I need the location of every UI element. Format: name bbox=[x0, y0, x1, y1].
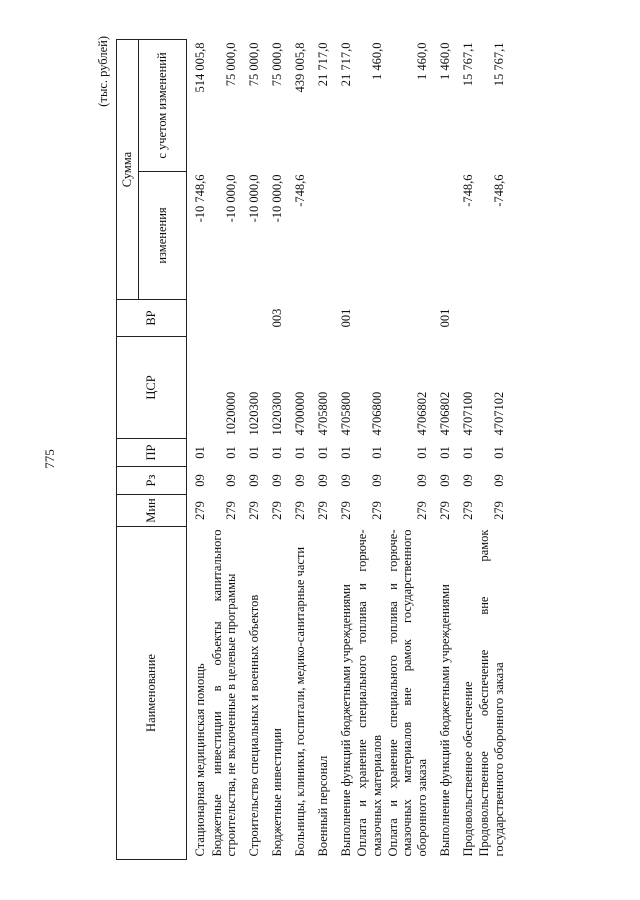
cell-name: Продовольственное обеспечение bbox=[460, 681, 475, 857]
cell-name: Стационарная медицинская помощь bbox=[193, 663, 208, 857]
cell-name: Бюджетные инвестиции bbox=[269, 728, 284, 857]
cell-min: 279 bbox=[437, 501, 452, 520]
cell-change: -10 000,0 bbox=[246, 174, 261, 223]
cell-pr: 01 bbox=[369, 446, 384, 459]
cell-total: 514 005,8 bbox=[193, 42, 208, 93]
table-row bbox=[240, 40, 263, 860]
cell-vr bbox=[309, 300, 332, 337]
cell-csr bbox=[187, 337, 210, 439]
cell-csr: 4705800 bbox=[338, 391, 353, 436]
table-row bbox=[454, 40, 477, 860]
header-with-changes: с учетом изменений bbox=[139, 40, 187, 172]
budget-table bbox=[116, 39, 508, 860]
cell-change: -10 000,0 bbox=[223, 174, 238, 223]
cell-total: 75 000,0 bbox=[223, 42, 238, 87]
cell-csr: 4700000 bbox=[292, 391, 307, 436]
cell-rz: 09 bbox=[491, 474, 506, 487]
cell-total: 75 000,0 bbox=[269, 42, 284, 87]
cell-vr bbox=[355, 300, 386, 337]
cell-vr: 003 bbox=[269, 308, 284, 328]
units-note: (тыс. рублей) bbox=[96, 36, 110, 107]
cell-vr bbox=[286, 300, 309, 337]
table-row bbox=[286, 40, 309, 860]
page-number: 775 bbox=[42, 449, 57, 469]
cell-min: 279 bbox=[338, 501, 353, 520]
header-sum: Сумма bbox=[117, 40, 139, 300]
cell-vr: 001 bbox=[437, 308, 452, 328]
cell-pr: 01 bbox=[338, 446, 353, 459]
cell-csr: 4706800 bbox=[369, 391, 384, 436]
cell-min: 279 bbox=[292, 501, 307, 520]
cell-vr bbox=[477, 300, 508, 337]
cell-name: Военный персонал bbox=[315, 755, 330, 857]
cell-pr: 01 bbox=[437, 446, 452, 459]
cell-total: 439 005,8 bbox=[292, 42, 307, 93]
cell-min: 279 bbox=[193, 501, 208, 520]
cell-rz: 09 bbox=[246, 474, 261, 487]
cell-min: 279 bbox=[315, 501, 330, 520]
cell-name: Больницы, клиники, госпитали, медико-санитарные части bbox=[292, 546, 307, 857]
cell-change bbox=[355, 172, 386, 300]
cell-name: Оплата и хранение специального топлива и горюче-смазочных материалов bbox=[355, 529, 384, 857]
cell-name: Продовольственное обеспечение вне рамок государственного оборонного заказа bbox=[477, 529, 506, 857]
cell-min: 279 bbox=[246, 501, 261, 520]
cell-change bbox=[386, 172, 431, 300]
cell-min: 279 bbox=[269, 501, 284, 520]
cell-vr bbox=[210, 300, 241, 337]
cell-vr bbox=[454, 300, 477, 337]
cell-total: 1 460,0 bbox=[414, 42, 429, 80]
cell-rz: 09 bbox=[315, 474, 330, 487]
cell-total: 15 767,1 bbox=[460, 42, 475, 87]
cell-total: 21 717,0 bbox=[315, 42, 330, 87]
cell-total: 21 717,0 bbox=[338, 42, 353, 87]
cell-csr: 1020300 bbox=[269, 391, 284, 436]
table-row bbox=[263, 40, 286, 860]
cell-rz: 09 bbox=[437, 474, 452, 487]
header-min: Мин bbox=[117, 495, 187, 527]
cell-total: 1 460,0 bbox=[437, 42, 452, 80]
cell-rz: 09 bbox=[269, 474, 284, 487]
table-row bbox=[187, 40, 210, 860]
cell-pr: 01 bbox=[315, 446, 330, 459]
cell-name: Выполнение функций бюджетными учреждениями bbox=[437, 584, 452, 857]
table-row bbox=[332, 40, 355, 860]
cell-rz: 09 bbox=[338, 474, 353, 487]
cell-csr: 1020300 bbox=[246, 391, 261, 436]
table-row bbox=[355, 40, 386, 860]
cell-vr: 001 bbox=[338, 308, 353, 328]
table-row bbox=[210, 40, 241, 860]
cell-vr bbox=[187, 300, 210, 337]
cell-pr: 01 bbox=[414, 446, 429, 459]
cell-change: -10 000,0 bbox=[269, 174, 284, 223]
cell-rz: 09 bbox=[193, 474, 208, 487]
cell-csr: 4706802 bbox=[437, 391, 452, 436]
cell-change bbox=[332, 172, 355, 300]
cell-total: 15 767,1 bbox=[491, 42, 506, 87]
cell-rz: 09 bbox=[369, 474, 384, 487]
cell-name: Оплата и хранение специального топлива и горюче-смазочных материалов вне рамок государственного оборонного заказа bbox=[386, 529, 429, 857]
cell-change: -748,6 bbox=[460, 174, 475, 207]
cell-min: 279 bbox=[414, 501, 429, 520]
cell-pr: 01 bbox=[223, 446, 238, 459]
cell-csr: 4706802 bbox=[414, 391, 429, 436]
cell-vr bbox=[240, 300, 263, 337]
cell-pr: 01 bbox=[292, 446, 307, 459]
rotated-page-content bbox=[96, 36, 620, 860]
cell-change bbox=[309, 172, 332, 300]
cell-total: 75 000,0 bbox=[246, 42, 261, 87]
cell-name: Выполнение функций бюджетными учреждениями bbox=[338, 584, 353, 857]
cell-pr: 01 bbox=[491, 446, 506, 459]
table-row bbox=[477, 40, 508, 860]
cell-csr: 1020000 bbox=[223, 391, 238, 436]
cell-min: 279 bbox=[369, 501, 384, 520]
header-rz: Рз bbox=[117, 467, 187, 495]
cell-name: Бюджетные инвестиции в объекты капитального строительства, не включенные в целевые программы bbox=[209, 529, 238, 857]
table-row bbox=[309, 40, 332, 860]
header-csr: ЦСР bbox=[117, 337, 187, 439]
cell-pr: 01 bbox=[460, 446, 475, 459]
cell-rz: 09 bbox=[460, 474, 475, 487]
cell-name: Строительство специальных и военных объектов bbox=[246, 594, 261, 857]
header-change: изменения bbox=[139, 172, 187, 300]
cell-pr: 01 bbox=[193, 446, 208, 459]
cell-min: 279 bbox=[491, 501, 506, 520]
table-row bbox=[386, 40, 431, 860]
cell-min: 279 bbox=[223, 501, 238, 520]
cell-vr bbox=[386, 300, 431, 337]
cell-csr: 4705800 bbox=[315, 391, 330, 436]
cell-pr: 01 bbox=[246, 446, 261, 459]
header-pr: ПР bbox=[117, 439, 187, 467]
cell-rz: 09 bbox=[292, 474, 307, 487]
cell-total: 1 460,0 bbox=[369, 42, 384, 80]
cell-change: -10 748,6 bbox=[193, 174, 208, 223]
cell-pr: 01 bbox=[269, 446, 284, 459]
cell-csr: 4707100 bbox=[460, 391, 475, 436]
header-vr: ВР bbox=[117, 300, 187, 337]
cell-csr: 4707102 bbox=[491, 391, 506, 436]
header-name: Наименование bbox=[117, 527, 187, 860]
table-body bbox=[187, 40, 508, 860]
cell-change: -748,6 bbox=[292, 174, 307, 207]
cell-rz: 09 bbox=[414, 474, 429, 487]
cell-rz: 09 bbox=[223, 474, 238, 487]
cell-min: 279 bbox=[460, 501, 475, 520]
table-row bbox=[431, 40, 454, 860]
cell-change bbox=[431, 172, 454, 300]
cell-change: -748,6 bbox=[491, 174, 506, 207]
